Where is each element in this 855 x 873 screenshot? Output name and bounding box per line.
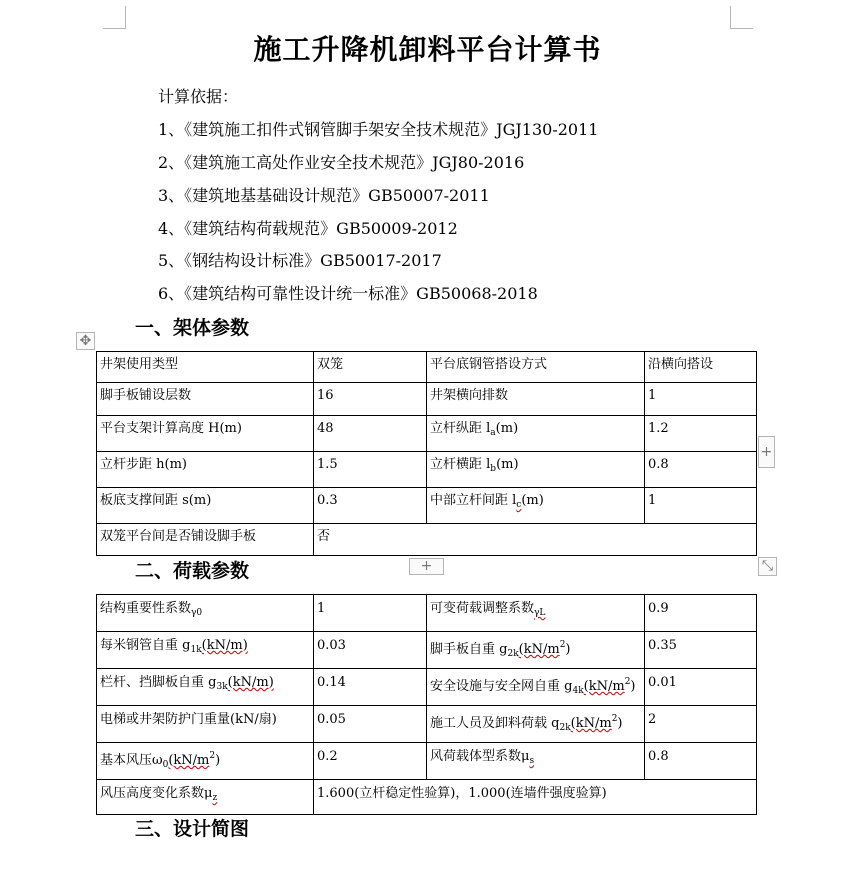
- param-value: 16: [314, 383, 427, 416]
- param-label: 可变荷载调整系数$_{\gamma L}$: [427, 595, 645, 632]
- section-heading-frame: 一、架体参数: [135, 317, 250, 339]
- param-value: 沿横向搭设: [645, 352, 757, 383]
- param-label: 平台底钢管搭设方式: [427, 352, 645, 383]
- param-value: 0.05: [314, 706, 427, 743]
- param-label: 板底支撑间距 s(m): [97, 488, 314, 524]
- param-label: 每米钢管自重 $g_{1k}(kN/m)$: [97, 632, 314, 669]
- basis-heading: 计算依据：: [158, 87, 239, 106]
- plus-icon[interactable]: +: [409, 558, 444, 575]
- document-title: 施工升降机卸料平台计算书: [253, 33, 602, 66]
- page-corner-mark-right: [730, 6, 753, 29]
- table-row: [97, 743, 757, 780]
- param-label: 井架横向排数: [427, 383, 645, 416]
- table-row: [97, 524, 757, 556]
- param-label: 栏杆、挡脚板自重 $g_{3k}(kN/m)$: [97, 669, 314, 706]
- table-row: [97, 780, 757, 815]
- param-label: 基本风压$\omega_0(kN/m^2)$: [97, 743, 314, 780]
- param-label: 脚手板自重 $g_{2k}(kN/m^2)$: [427, 632, 645, 669]
- param-label: 风荷载体型系数$\mu_s$: [427, 743, 645, 780]
- param-value: 否: [314, 524, 757, 556]
- param-label: 立杆纵距 $l_a(m)$: [427, 416, 645, 452]
- param-label: 双笼平台间是否铺设脚手板: [97, 524, 314, 556]
- param-label: 中部立杆间距 $l_c(m)$: [427, 488, 645, 524]
- param-label: 电梯或井架防护门重量(kN/扇): [97, 706, 314, 743]
- basis-item: 1、《建筑施工扣件式钢管脚手架安全技术规范》JGJ130-2011: [158, 120, 599, 139]
- basis-item: 2、《建筑施工高处作业安全技术规范》JGJ80-2016: [158, 153, 525, 172]
- plus-icon[interactable]: +: [758, 436, 775, 468]
- param-value: 1: [314, 595, 427, 632]
- load-params-table: [96, 594, 757, 815]
- param-value: 0.9: [645, 595, 757, 632]
- param-label: 平台支架计算高度 H(m): [97, 416, 314, 452]
- frame-params-table: [96, 351, 757, 556]
- table-row: [97, 632, 757, 669]
- param-value: 0.01: [645, 669, 757, 706]
- section-heading-diagram: 三、设计简图: [135, 818, 250, 840]
- param-label: 立杆横距 $l_b(m)$: [427, 452, 645, 488]
- param-value: 0.14: [314, 669, 427, 706]
- param-label: 安全设施与安全网自重 $g_{4k}(kN/m^2)$: [427, 669, 645, 706]
- param-value: 1.600(立杆稳定性验算)，1.000(连墙件强度验算): [314, 780, 757, 815]
- param-value: 0.03: [314, 632, 427, 669]
- param-value: 0.35: [645, 632, 757, 669]
- param-value: 48: [314, 416, 427, 452]
- resize-icon[interactable]: ⤡: [758, 557, 777, 576]
- param-value: 1: [645, 383, 757, 416]
- page-corner-mark-left: [103, 6, 126, 29]
- table-row: [97, 706, 757, 743]
- param-label: 风压高度变化系数$\mu_z$: [97, 780, 314, 815]
- table-row: [97, 488, 757, 524]
- param-value: 1: [645, 488, 757, 524]
- param-label: 立杆步距 h(m): [97, 452, 314, 488]
- param-value: 1.5: [314, 452, 427, 488]
- table-row: [97, 352, 757, 383]
- param-value: 1.2: [645, 416, 757, 452]
- basis-item: 6、《建筑结构可靠性设计统一标准》GB50068-2018: [158, 284, 538, 303]
- table-row: [97, 595, 757, 632]
- table-row: [97, 452, 757, 488]
- basis-item: 5、《钢结构设计标准》GB50017-2017: [158, 251, 442, 270]
- param-value: 双笼: [314, 352, 427, 383]
- section-heading-load: 二、荷载参数: [135, 560, 250, 582]
- param-label: 井架使用类型: [97, 352, 314, 383]
- move-handle-icon[interactable]: ✥: [76, 332, 95, 350]
- param-value: 0.3: [314, 488, 427, 524]
- param-label: 结构重要性系数$_{\gamma 0}$: [97, 595, 314, 632]
- table-row: [97, 416, 757, 452]
- table-row: [97, 383, 757, 416]
- table-row: [97, 669, 757, 706]
- param-value: 0.2: [314, 743, 427, 780]
- basis-item: 4、《建筑结构荷载规范》GB50009-2012: [158, 219, 458, 238]
- param-value: 0.8: [645, 452, 757, 488]
- basis-item: 3、《建筑地基基础设计规范》GB50007-2011: [158, 186, 490, 205]
- param-label: 施工人员及卸料荷载 $q_{2k}(kN/m^2)$: [427, 706, 645, 743]
- param-value: 2: [645, 706, 757, 743]
- param-label: 脚手板铺设层数: [97, 383, 314, 416]
- param-value: 0.8: [645, 743, 757, 780]
